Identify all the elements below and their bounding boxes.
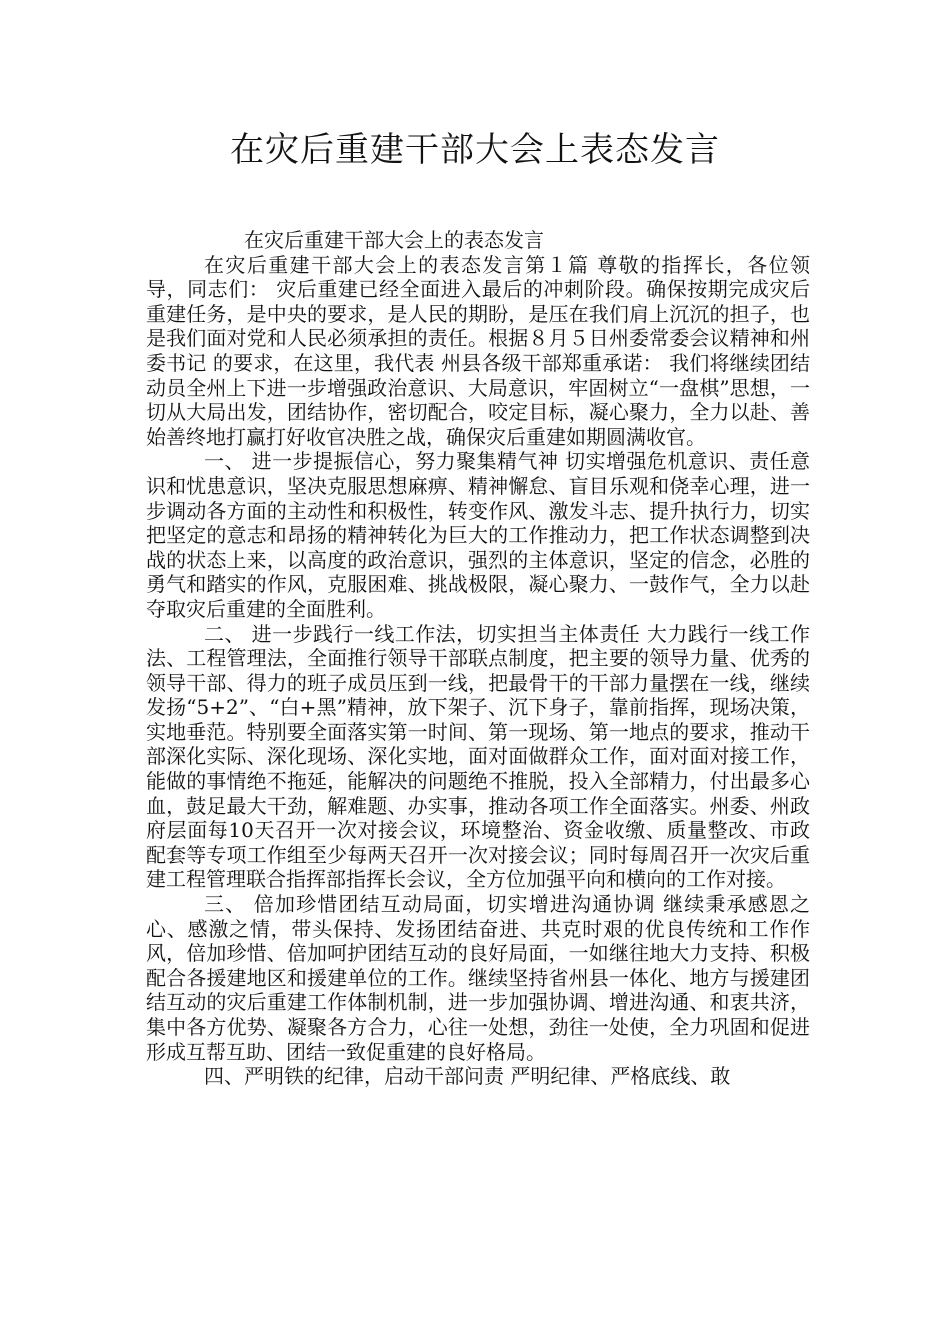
document-body bbox=[146, 228, 810, 1089]
document-subtitle: 在灾后重建干部大会上的表态发言 bbox=[244, 228, 544, 252]
paragraph-section-1: 一、 进一步提振信心，努力聚集精气神 切实增强危机意识、责任意识和忧患意识，坚决克服思想麻痹、精神懈怠、盲目乐观和侥幸心理，进一步调动各方面的主动性和积极性，转变作风、激发斗志、提升执行力，切实把坚定的意志和昂扬的精神转化为巨大的工作推动力，把工作状态调整到决战的状态上来，以高度的政治意识，强烈的主体意识，坚定的信念，必胜的勇气和踏实的作风，克服困难、挑战极限，凝心聚力、一鼓作气，全力以赴夺取灾后重建的全面胜利。 bbox=[146, 449, 810, 621]
document-title: 在灾后重建干部大会上表态发言 bbox=[230, 130, 720, 170]
paragraph-section-3: 三、 倍加珍惜团结互动局面，切实增进沟通协调 继续秉承感恩之心、感激之情，带头保持、发扬团结奋进、共克时艰的优良传统和工作作风，倍加珍惜、倍加呵护团结互动的良好局面，一如继往地大力支持、积极配合各援建地区和援建单位的工作。继续坚持省州县一体化、地方与援建团结互动的灾后重建工作体制机制，进一步加强协调、增进沟通、和衷共济，集中各方优势、凝聚各方合力，心往一处想，劲往一处使，全力巩固和促进形成互帮互助、团结一致促重建的良好格局。 bbox=[146, 892, 810, 1064]
paragraph-section-4: 四、严明铁的纪律，启动干部问责 严明纪律、严格底线、敢 bbox=[204, 1064, 731, 1089]
paragraph-intro: 在灾后重建干部大会上的表态发言第１篇 尊敬的指挥长，各位领导，同志们： 灾后重建已经全面进入最后的冲刺阶段。确保按期完成灾后重建任务，是中央的要求，是人民的期盼，是压在我们肩上沉沉的担子，也是我们面对党和人民必须承担的责任。根据８月５日州委常委会议精神和州委书记 的要求，在这里，我代表 州县各级干部郑重承诺： 我们将继续团结动员全州上下进一步增强政治意识、大局意识，牢固树立“一盘棋”思想，一切从大局出发，团结协作，密切配合，咬定目标，凝心聚力，全力以赴、善始善终地打赢打好收官决胜之战，确保灾后重建如期圆满收官。 bbox=[146, 252, 810, 449]
paragraph-section-2: 二、 进一步践行一线工作法，切实担当主体责任 大力践行一线工作法、工程管理法，全面推行领导干部联点制度，把主要的领导力量、优秀的领导干部、得力的班子成员压到一线，把最骨干的干部力量摆在一线，继续发扬“5+2”、“白+黑”精神，放下架子、沉下身子，靠前指挥，现场决策，实地垂范。特别要全面落实第一时间、第一现场、第一地点的要求，推动干部深化实际、深化现场、深化实地，面对面做群众工作，面对面对接工作，能做的事情绝不拖延，能解决的问题绝不推脱，投入全部精力，付出最多心血，鼓足最大干劲，解难题、办实事，推动各项工作全面落实。州委、州政府层面每10天召开一次对接会议，环境整治、资金收缴、质量整改、市政配套等专项工作组至少每两天召开一次对接会议；同时每周召开一次灾后重建工程管理联合指挥部指挥长会议，全方位加强平向和横向的工作对接。 bbox=[146, 621, 810, 892]
